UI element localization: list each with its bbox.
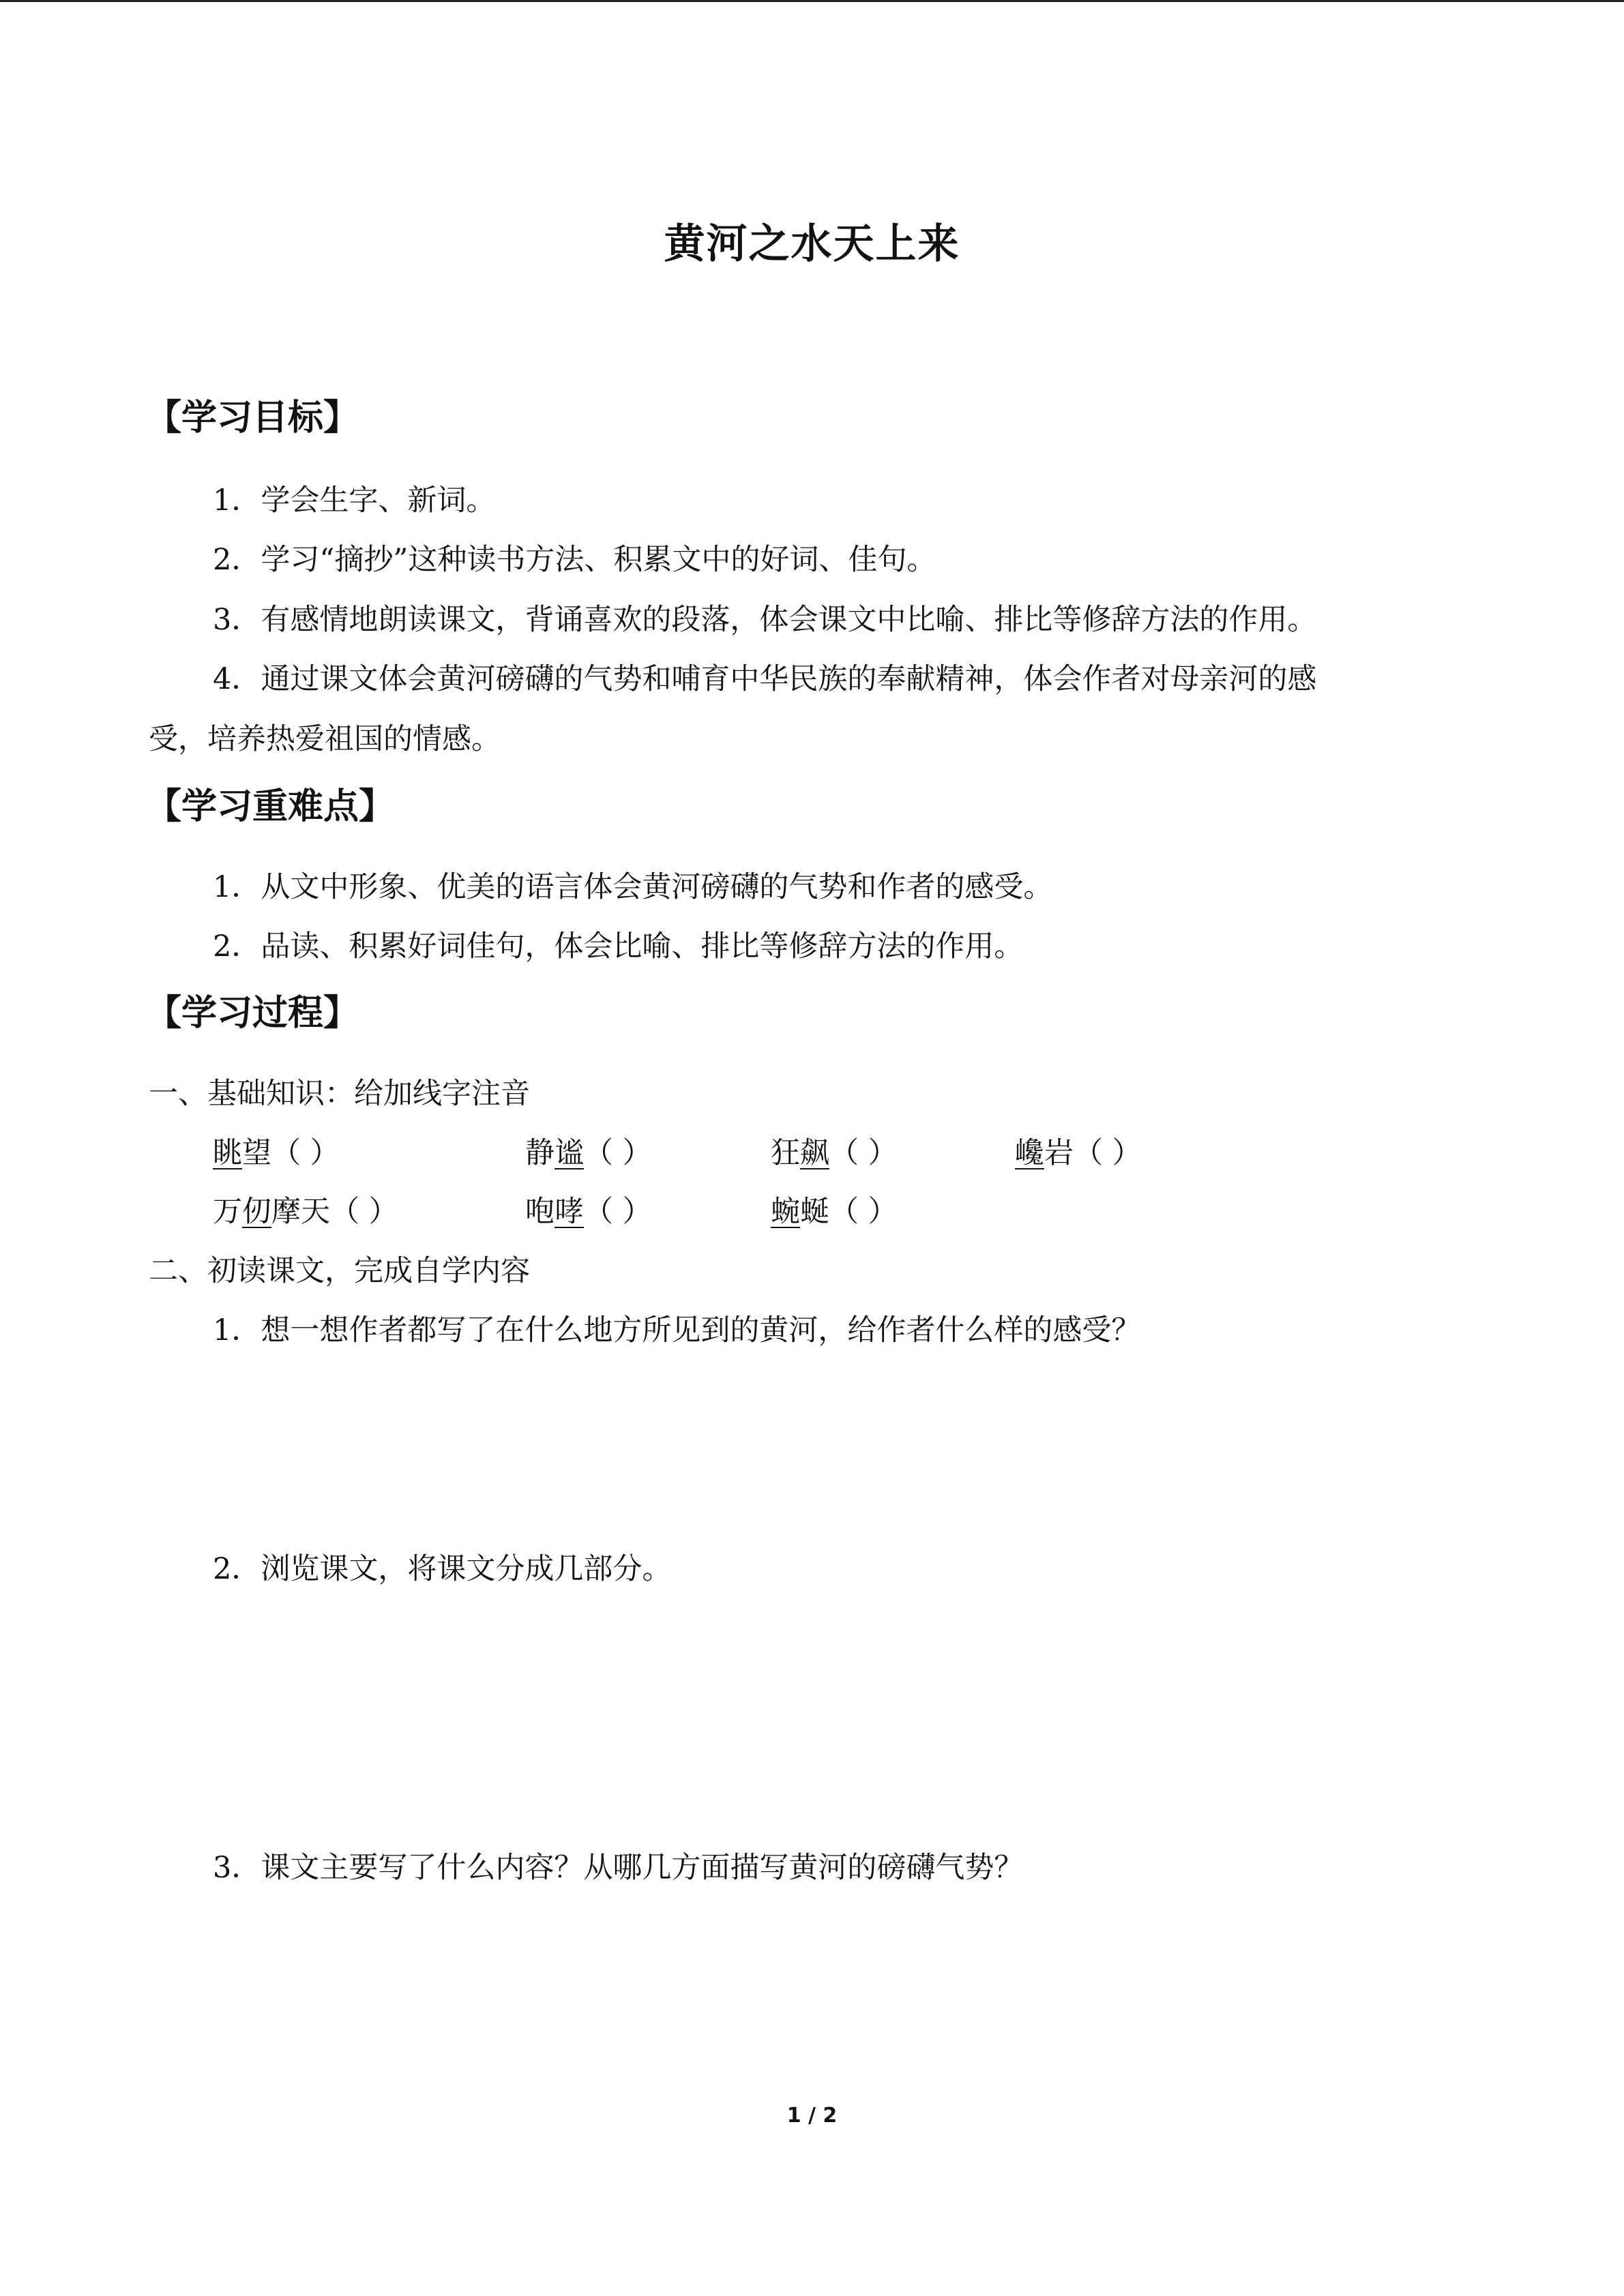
word-item-kuangbiao (771, 1130, 898, 1172)
word-plain: 咆 (525, 1195, 555, 1229)
word-plain: 狂 (771, 1136, 800, 1170)
word-rest: 摩天 (271, 1195, 330, 1229)
underlined-char: 蜿 (771, 1195, 800, 1229)
answer-blank: （ ） (584, 1136, 652, 1170)
section-heading-key-points: 【学习重难点】 (146, 786, 395, 827)
answer-blank: （ ） (271, 1136, 340, 1170)
goal-item-3: 3．有感情地朗读课文，背诵喜欢的段落，体会课文中比喻、排比等修辞方法的作用。 (213, 603, 1317, 637)
answer-blank: （ ） (584, 1195, 652, 1229)
word-rest: 望 (242, 1136, 271, 1170)
underlined-char: 巉 (1015, 1136, 1044, 1170)
goal-item-2: 2．学习“摘抄”这种读书方法、积累文中的好词、佳句。 (213, 543, 936, 577)
word-item-tiaowang (213, 1130, 340, 1172)
underlined-char: 仞 (242, 1195, 271, 1229)
question-2: 2．浏览课文，将课文分成几部分。 (213, 1552, 672, 1586)
word-item-jingmi (525, 1130, 652, 1172)
underlined-char: 哮 (555, 1195, 584, 1229)
underlined-char: 眺 (213, 1136, 242, 1170)
word-item-wanyan (771, 1189, 898, 1230)
part1-title: 一、基础知识：给加线字注音 (149, 1077, 530, 1111)
document-title: 黄河之水天上来 (664, 220, 960, 268)
word-rest: 蜒 (800, 1195, 829, 1229)
page-top-border (0, 0, 1624, 2)
word-plain: 万 (213, 1195, 242, 1229)
word-rest: 岩 (1044, 1136, 1074, 1170)
underlined-char: 飙 (800, 1136, 829, 1170)
goal-item-1: 1．学会生字、新词。 (213, 483, 496, 518)
word-item-wanrenmotian (213, 1189, 398, 1230)
answer-blank: （ ） (330, 1195, 398, 1229)
word-item-chanyan (1015, 1130, 1142, 1172)
question-1: 1．想一想作者都写了在什么地方所见到的黄河，给作者什么样的感受？ (213, 1313, 1141, 1347)
goal-item-4-continued: 受，培养热爱祖国的情感。 (149, 722, 501, 756)
page-number: 1 / 2 (786, 2104, 838, 2128)
answer-blank: （ ） (829, 1195, 898, 1229)
part2-title: 二、初读课文，完成自学内容 (149, 1254, 530, 1288)
section-heading-process: 【学习过程】 (146, 993, 359, 1034)
question-3: 3．课文主要写了什么内容？从哪几方面描写黄河的磅礴气势？ (213, 1851, 1024, 1885)
key-point-item-2: 2．品读、积累好词佳句，体会比喻、排比等修辞方法的作用。 (213, 929, 1024, 964)
answer-blank: （ ） (829, 1136, 898, 1170)
goal-item-4: 4．通过课文体会黄河磅礴的气势和哺育中华民族的奉献精神，体会作者对母亲河的感 (213, 662, 1317, 696)
word-item-paoxiao (525, 1189, 652, 1230)
word-plain: 静 (525, 1136, 555, 1170)
key-point-item-1: 1．从文中形象、优美的语言体会黄河磅礴的气势和作者的感受。 (213, 870, 1053, 904)
underlined-char: 谧 (555, 1136, 584, 1170)
section-heading-goals: 【学习目标】 (146, 398, 359, 438)
answer-blank: （ ） (1074, 1136, 1142, 1170)
